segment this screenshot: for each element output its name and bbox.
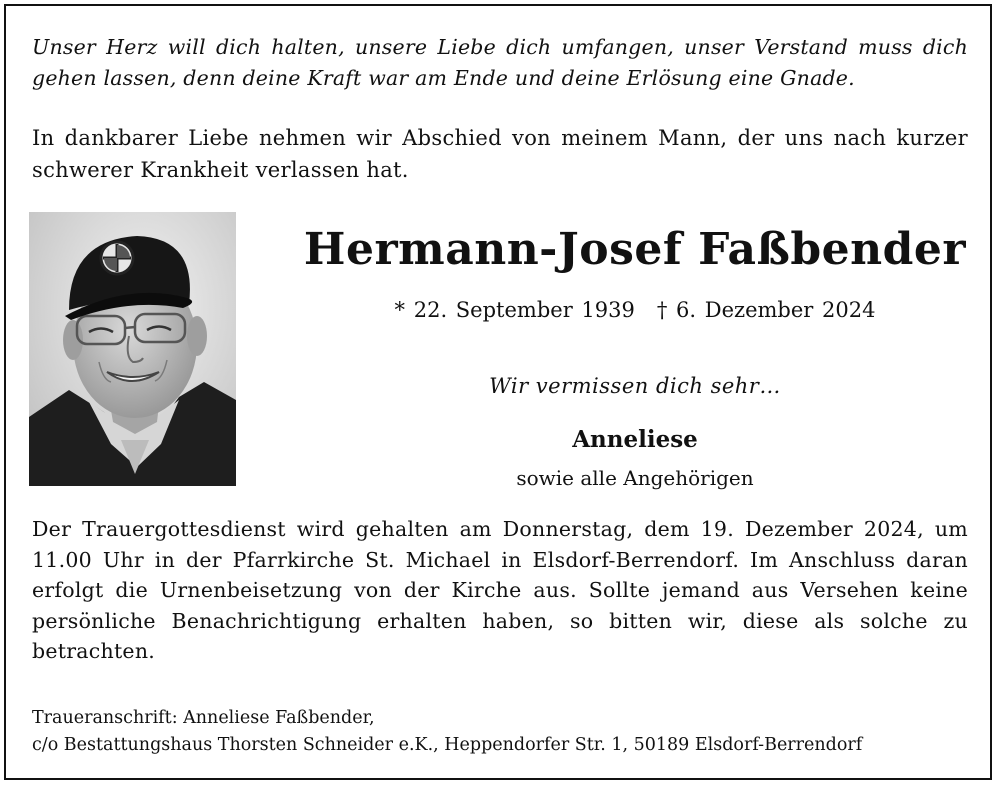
birth-date: * 22. September 1939 [394,298,635,322]
portrait-photo [29,212,236,486]
intro-text: In dankbarer Liebe nehmen wir Abschied von meinem Mann, der uns nach kurzer schwerer Krankheit verlassen hat. [32,126,968,182]
motto-text: Unser Herz will dich halten, unsere Liebe dich umfangen, unser Verstand muss dich gehen lassen, denn deine Kraft war am Ende und deine Erlösung eine Gnade. [32,35,968,90]
portrait-image [29,212,236,486]
farewell-line: Wir vermissen dich sehr… [489,374,781,398]
life-dates [290,294,980,326]
service-details: Der Trauergottesdienst wird gehalten am Donnerstag, dem 19. Dezember 2024, um 11.00 Uhr in der Pfarrkirche St. Michael in Elsdorf-Berrendorf. Im Anschluss daran erfolgt die Urnenbeisetzung von der Kirche aus. Sollte jemand aus Versehen keine persönliche Benachrichtigung erhalten haben, so bitten wir, diese als solche zu betrachten. [32,517,968,663]
address-line-1: Traueranschrift: Anneliese Faßbender, [32,708,375,728]
death-date: † 6. Dezember 2024 [656,298,876,322]
deceased-name: Hermann-Josef Faßbender [303,224,967,275]
address-line-2: c/o Bestattungshaus Thorsten Schneider e.K., Heppendorfer Str. 1, 50189 Elsdorf-Berrendorf [32,735,863,755]
mourning-address [32,705,968,759]
relatives-line: sowie alle Angehörigen [516,466,754,490]
signatory-name: Anneliese [572,426,698,453]
